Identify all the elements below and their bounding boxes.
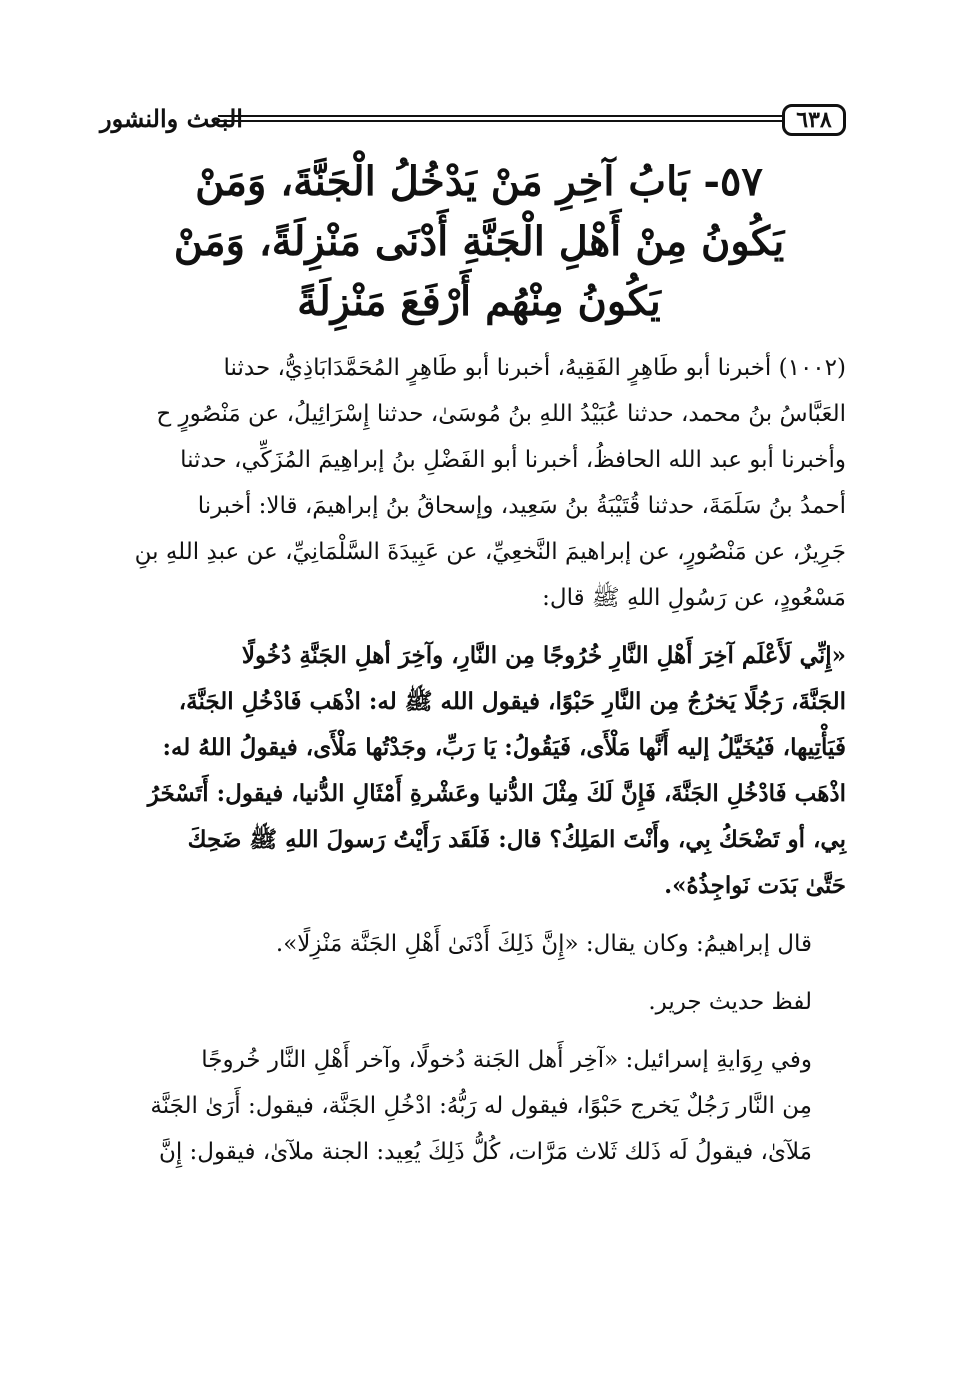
chapter-heading-line: ٥٧- بَابُ آخِرِ مَنْ يَدْخُلُ الْجَنَّةَ، وَمَنْ bbox=[195, 158, 763, 205]
text-line: وفي رِوَايةِ إسرائيل: «آخِر أَهل الجَنة دُخولًا، وآخر أَهْلِ النَّار خُروجًا bbox=[201, 1047, 812, 1073]
page-header bbox=[100, 100, 846, 142]
body-text bbox=[100, 345, 846, 1187]
text-line: مَلآىٰ، فيقولُ لَه ذَلك ثَلاث مَرَّات، كُلُّ ذَلِكَ يُعِيد: الجنة ملآىٰ، فيقول: إِنَّ bbox=[158, 1139, 812, 1165]
text-line: جَرِيرٌ، عن مَنْصُورٍ، عن إبراهيمَ النَّخعِيِّ، عن عَبِيدَةَ السَّلْمَانِيِّ، عن عبدِ اللهِ بنِ bbox=[134, 539, 846, 565]
isnad-paragraph bbox=[100, 345, 846, 621]
lafz-note: لفظ حديث جرير. bbox=[648, 989, 812, 1015]
text-line: فَيَأْتِيها، فَيُخَيَّلُ إليه أَنَّها مَلْأَى، فَيَقُولُ: يَا رَبِّ، وجَدْتُها مَلْأَى، فيقولُ اللهُ له: bbox=[162, 734, 846, 761]
page-number: ٦٣٨ bbox=[782, 104, 846, 136]
text-line: بِي، أو تَضْحَكُ بِي، وأَنْتَ المَلِكُ؟ قال: فَلَقَد رَأَيْتُ رَسولَ اللهِ ﷺ ضَحِكَ bbox=[187, 826, 846, 853]
text-line: مَسْعُودٍ، عن رَسُولِ اللهِ ﷺ قال: bbox=[542, 585, 846, 611]
ibrahim-saying: قال إبراهيمُ: وكان يقال: «إِنَّ ذَلِكَ أَدْنَىٰ أَهْلِ الجَنَّة مَنْزِلًا». bbox=[275, 931, 812, 957]
text-line: «إِنِّي لَأَعْلَم آخِرَ أَهْلِ النَّارِ خُرُوجًا مِن النَّارِ، وآخِرَ أهلِ الجَنَّةِ دُخُولًا bbox=[241, 642, 846, 669]
chapter-heading bbox=[120, 152, 838, 332]
chapter-heading-line: يَكُونُ مِنْ أَهْلِ الْجَنَّةِ أَدْنَى مَنْزِلَةً، وَمَنْ bbox=[173, 218, 785, 265]
chapter-heading-line: يَكُونُ مِنْهُم أَرْفَعَ مَنْزِلَةً bbox=[297, 278, 661, 325]
text-line: الجَنَّةَ، رَجُلًا يَخرُجُ مِن النَّارِ حَبْوًا، فيقول الله ﷺ له: اذْهَب فَادْخُلِ الجَنَّةَ، bbox=[178, 688, 846, 715]
text-line: اذْهَب فَادْخُلِ الجَنَّةَ، فَإِنَّ لَكَ مِثْلَ الدُّنيا وعَشْرةِ أَمْثَالِ الدُّنيا، فيقول: أَتَسْخَرُ bbox=[147, 780, 846, 807]
text-line: (١٠٠٢) أخبرنا أبو طَاهِرٍ الفَقِيهُ، أخبرنا أبو طَاهِرٍ المُحَمَّدَابَاذِيُّ، حدثنا bbox=[223, 355, 846, 381]
text-line: مِن النَّار رَجُلٌ يَخرج حَبْوًا، فيقول له رَبُّهُ: ادْخُلِ الجَنَّة، فيقول: أَرَىٰ الجَنَّة bbox=[150, 1093, 812, 1119]
text-line: وأخبرنا أبو عبد الله الحافظُ، أخبرنا أبو الفَضْلِ بنُ إبراهِيمَ المُزَكِّي، حدثنا bbox=[180, 447, 846, 473]
text-line: أحمدُ بنُ سَلَمَةَ، حدثنا قُتَيْبَةُ بنُ سَعِيد، وإسحاقُ بنُ إبراهيمَ، قالا: أخبرنا bbox=[197, 493, 846, 519]
israil-narration bbox=[100, 1037, 846, 1175]
hadith-text bbox=[100, 633, 846, 909]
book-title: البعث والنشور bbox=[100, 104, 243, 133]
text-line: حَتَّىٰ بَدَت نَواجِذُهُ». bbox=[664, 872, 846, 899]
header-rule bbox=[218, 115, 782, 122]
text-line: العَبَّاسُ بنُ محمد، حدثنا عُبَيْدُ اللهِ بنُ مُوسَىٰ، حدثنا إِسْرَائِيلُ، عن مَنْصُورٍ ح bbox=[156, 401, 846, 427]
